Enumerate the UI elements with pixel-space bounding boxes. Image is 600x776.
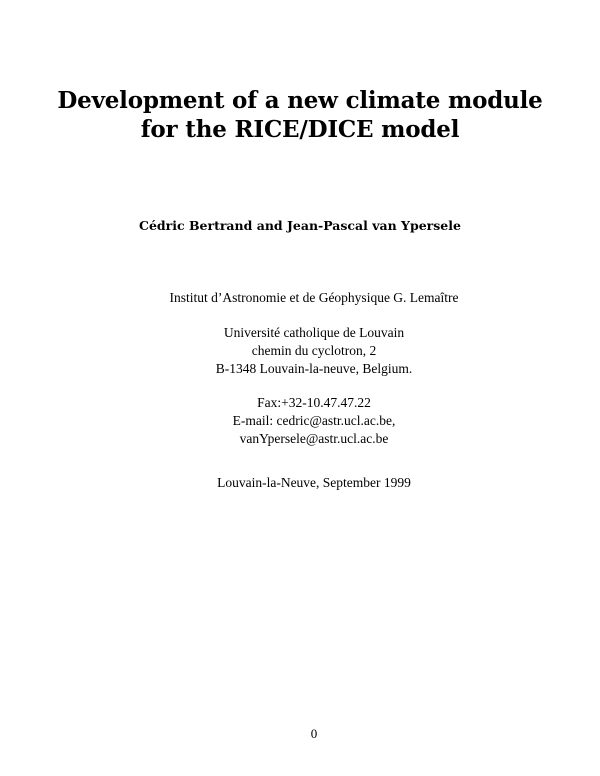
page-number: 0	[310, 726, 318, 741]
paper-title	[0, 86, 600, 144]
paper-title-line-2: for the RICE/DICE model	[140, 116, 460, 143]
address-city: B-1348 Louvain-la-neuve, Belgium.	[215, 361, 413, 376]
authors: Cédric Bertrand and Jean-Pascal van Ypersele	[139, 218, 461, 233]
contact-email-2: vanYpersele@astr.ucl.ac.be	[239, 431, 389, 446]
address-street: chemin du cyclotron, 2	[251, 343, 377, 358]
paper-title-line-1: Development of a new climate module	[57, 87, 543, 114]
address-university: Université catholique de Louvain	[223, 325, 405, 340]
contact-fax: Fax:+32-10.47.47.22	[257, 395, 371, 410]
place-date: Louvain-la-Neuve, September 1999	[217, 475, 411, 490]
contact-email: E-mail: cedric@astr.ucl.ac.be,	[232, 413, 396, 428]
institute: Institut d’Astronomie et de Géophysique G. Lemaître	[169, 290, 459, 305]
